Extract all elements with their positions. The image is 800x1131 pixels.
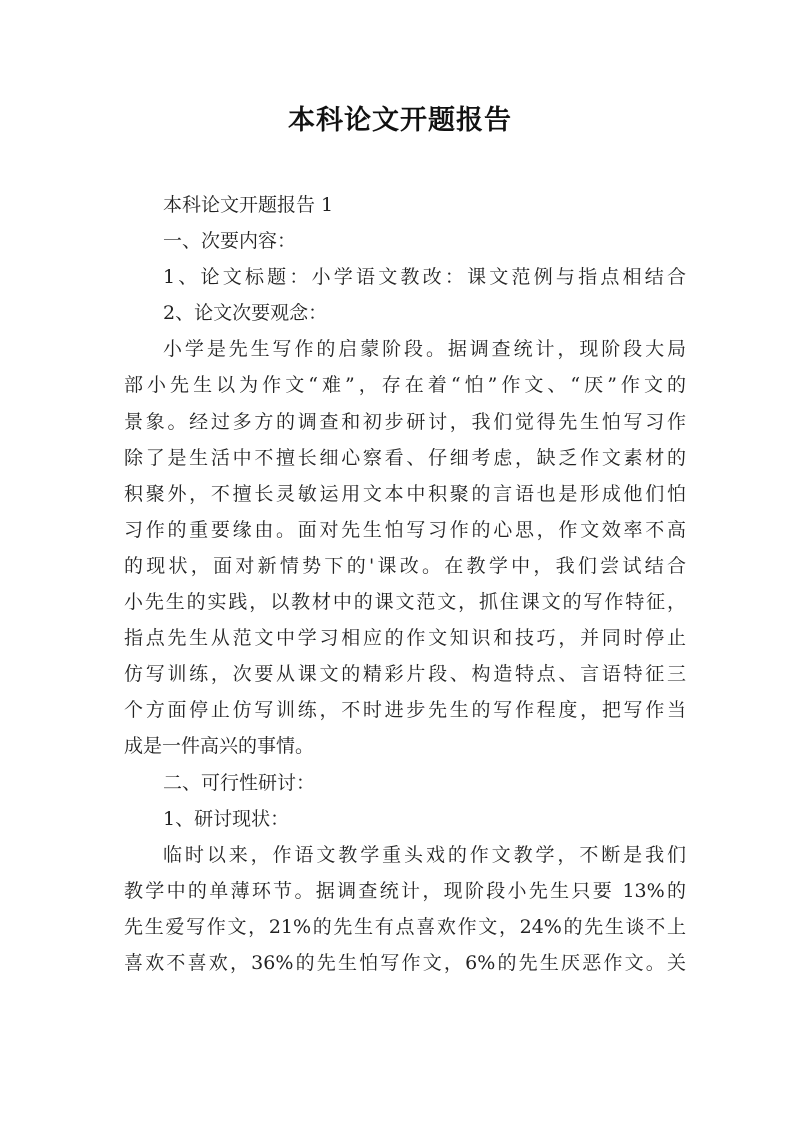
text-line: 二、可行性研讨：: [163, 771, 316, 794]
text-line: 指点先生从范文中学习相应的作文知识和技巧，并同时停止: [124, 627, 686, 650]
text-line: 喜欢不喜欢，36%的先生怕写作文，6%的先生厌恶作文。关: [124, 951, 686, 974]
text-line: 小先生的实践，以教材中的课文范文，抓住课文的写作特征，: [124, 591, 686, 614]
text-line: 成是一件高兴的事情。: [124, 735, 315, 758]
text-line: 个方面停止仿写训练，不时进步先生的写作程度，把写作当: [124, 699, 686, 722]
text-line: 2、论文次要观念：: [163, 302, 328, 325]
text-line: 仿写训练，次要从课文的精彩片段、构造特点、言语特征三: [124, 663, 686, 686]
document-title: 本科论文开题报告: [288, 105, 512, 136]
text-line: 1、论文标题：小学语文教改：课文范例与指点相结合: [163, 266, 686, 289]
text-line: 本科论文开题报告 1: [163, 194, 334, 216]
text-line: 先生爱写作文，21%的先生有点喜欢作文，24%的先生谈不上: [124, 915, 686, 938]
document-body: [124, 187, 686, 981]
text-line: 小学是先生写作的启蒙阶段。据调查统计，现阶段大局: [163, 338, 686, 361]
text-line: 1、研讨现状：: [163, 807, 290, 830]
text-line: 习作的重要缘由。面对先生怕写习作的心思，作文效率不高: [124, 518, 686, 541]
text-line: 部小先生以为作文“难”，存在着“怕”作文、“厌”作文的: [124, 374, 686, 397]
text-line: 的现状，面对新情势下的'课改。在教学中，我们尝试结合: [124, 554, 686, 577]
text-line: 除了是生活中不擅长细心察看、仔细考虑，缺乏作文素材的: [124, 446, 686, 469]
text-line: 一、次要内容：: [163, 230, 297, 253]
text-line: 景象。经过多方的调查和初步研讨，我们觉得先生怕写习作: [124, 410, 686, 433]
text-line: 临时以来，作语文教学重头戏的作文教学，不断是我们: [163, 843, 686, 866]
text-line: 教学中的单薄环节。据调查统计，现阶段小先生只要 13%的: [124, 879, 686, 902]
text-line: 积聚外，不擅长灵敏运用文本中积聚的言语也是形成他们怕: [124, 482, 686, 505]
